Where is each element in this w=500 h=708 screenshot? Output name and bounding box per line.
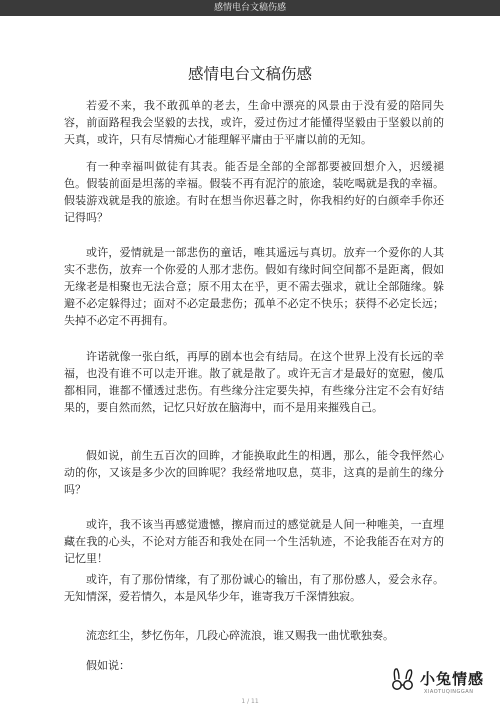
watermark-brand: 小兔情感 <box>420 670 485 688</box>
document-title: 感情电台文稿伤感 <box>187 65 312 83</box>
paragraph-6: 或许，我不该当再感觉遗憾，擦肩而过的感觉就是人间一种唯美，一直埋藏在我的心头，不论对方能否和我处在同一个生活轨迹，不论我能否在对方的记忆里！ <box>64 518 444 565</box>
paragraph-1: 若爱不来，我不敢孤单的老去，生命中漂亮的风景由于没有爱的陪同失容，前面路程我会坚毅的去找，或许，爱过伤过才能懂得坚毅由于坚毅以前的天真，或许，只有尽情痴心才能理解平庸由于平庸以前的无知。 <box>64 99 444 146</box>
paragraph-8: 流恋红尘，梦忆伤年，几段心碎流浪，谁又赐我一曲忧歌独奏。 <box>86 629 394 642</box>
window-title-bar <box>0 0 500 16</box>
paragraph-7: 或许，有了那份情缘，有了那份诚心的输出，有了那份感人，爱会永存。无知情深，爱若情久，本是风华少年，谁寄我万千深情独寂。 <box>64 573 444 603</box>
paragraph-2: 有一种幸福叫做徒有其表。能否是全部的全部都要被回想介入，迟缓褪色。假装前面是坦荡的幸福。假装不再有泥泞的旅途，装吃喝就是我的幸福。假装游戏就是我的旅途。有时在想当你迟暮之时，你我相约好的白颜牵手你还记得吗？ <box>64 160 444 224</box>
page-indicator: 1 / 11 <box>241 698 259 705</box>
watermark-logo <box>386 662 496 702</box>
rabbit-glasses-icon <box>386 666 420 694</box>
paragraph-5: 假如说，前生五百次的回眸，才能换取此生的相遇，那么，能令我怦然心动的你，又该是多少次的回眸呢？我经常地叹息，莫非，这真的是前生的缘分吗？ <box>64 449 444 496</box>
paragraph-3: 或许，爱情就是一部悲伤的童话，唯其遥远与真切。放弃一个爱你的人其实不悲伤，放弃一个你爱的人那才悲伤。假如有缘时间空间都不是距离，假如无缘老是相聚也无法合意；原不用太在乎，更不需去强求，就让全部随缘。躲避不必定躲得过；面对不必定最悲伤；孤单不必定不快乐；获得不必定长远；失掉不必定不再拥有。 <box>64 246 444 327</box>
window-title: 感情电台文稿伤感 <box>213 3 286 13</box>
paragraph-4: 许诺就像一张白纸，再厚的剧本也会有结局。在这个世界上没有长远的幸福，也没有谁不可以走开谁。散了就是散了。或许无言才是最好的宽慰，傻瓜都相同，谁都不懂透过悲伤。有些缘分注定要失掉，有些缘分注定不会有好结果的，要自然而然，记忆只好放在脑海中，而不是用来摧残自己。 <box>64 350 444 414</box>
paragraph-9: 假如说： <box>86 659 130 672</box>
watermark-brand-sub: XIAOTUQINGGAN <box>424 689 474 695</box>
